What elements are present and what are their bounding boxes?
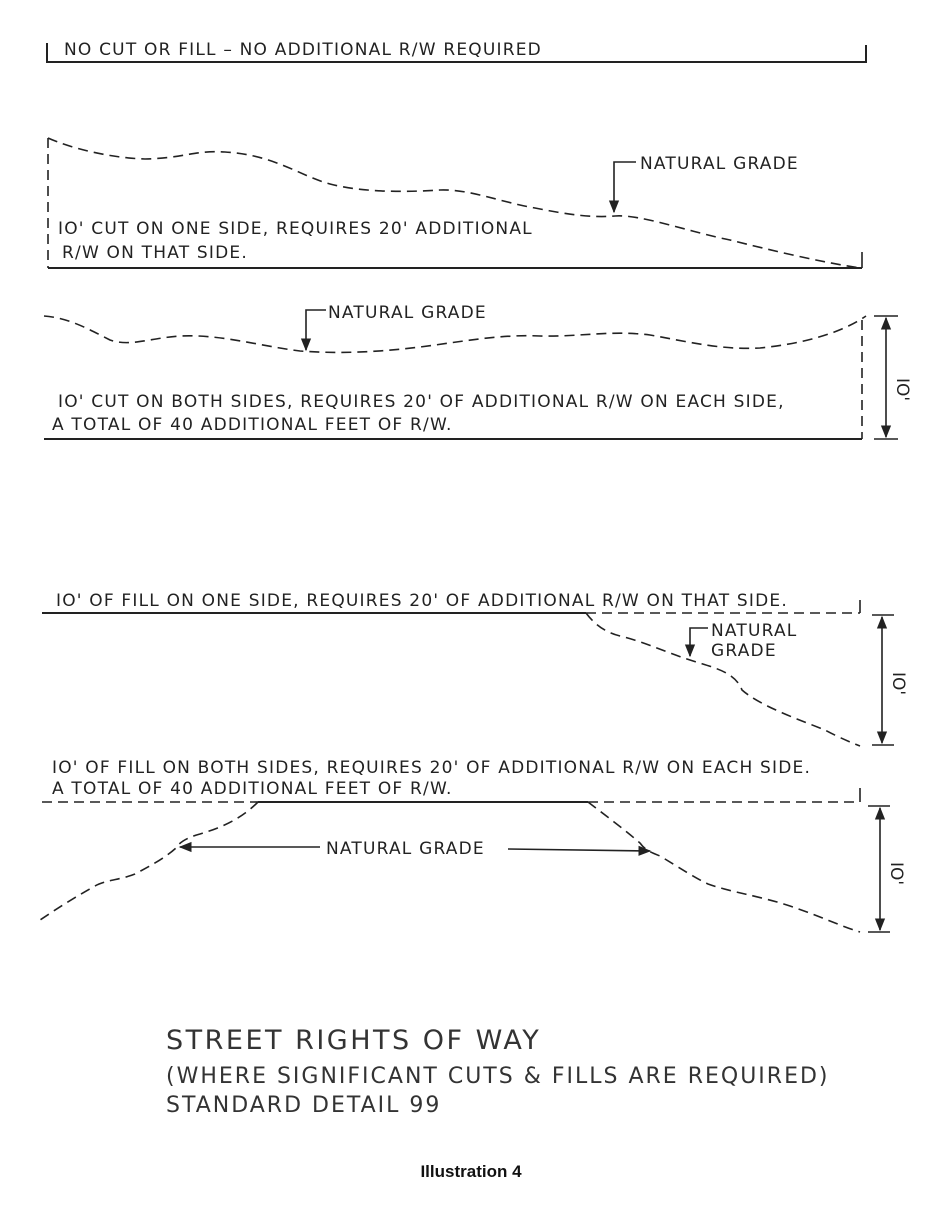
dimension-10ft [874, 316, 912, 439]
standard-detail: STANDARD DETAIL 99 [166, 1093, 442, 1118]
dimension-10ft [872, 615, 908, 745]
natural-grade-label: NATURAL GRADE [328, 303, 487, 323]
natural-grade-label: NATURAL GRADE [326, 839, 485, 859]
cut-one-label-line2: R/W ON THAT SIDE. [62, 243, 248, 263]
natural-grade-arrow-right [508, 849, 650, 851]
cut-one-label-line1: IO' CUT ON ONE SIDE, REQUIRES 20' ADDITIONAL [58, 219, 533, 239]
dimension-label: IO' [888, 672, 908, 696]
fill-one-label: IO' OF FILL ON ONE SIDE, REQUIRES 20' OF ADDITIONAL R/W ON THAT SIDE. [56, 591, 788, 611]
title-block [166, 1025, 830, 1118]
no-cut-label: NO CUT OR FILL – NO ADDITIONAL R/W REQUIRED [64, 40, 542, 60]
dimension-label: IO' [886, 862, 906, 886]
cut-both-label-line2: A TOTAL OF 40 ADDITIONAL FEET OF R/W. [52, 415, 453, 435]
cut-both-label-line1: IO' CUT ON BOTH SIDES, REQUIRES 20' OF ADDITIONAL R/W ON EACH SIDE, [58, 392, 785, 412]
illustration-caption: Illustration 4 [420, 1162, 522, 1181]
fill-both-label-line2: A TOTAL OF 40 ADDITIONAL FEET OF R/W. [52, 779, 453, 799]
natural-grade-leader [690, 628, 708, 656]
diagram-title: STREET RIGHTS OF WAY [166, 1025, 542, 1056]
fill-both-label-line1: IO' OF FILL ON BOTH SIDES, REQUIRES 20' OF ADDITIONAL R/W ON EACH SIDE. [52, 758, 812, 778]
natural-grade-leader [614, 162, 636, 212]
natural-grade-label: NATURAL GRADE [640, 154, 799, 174]
natural-grade-leader [306, 310, 326, 350]
grade-label: GRADE [711, 641, 777, 661]
natural-grade-line-right [588, 802, 860, 932]
dimension-10ft [868, 806, 906, 932]
section-no-cut-or-fill [47, 40, 866, 62]
dimension-label: IO' [892, 378, 912, 402]
section-cut-one-side [48, 138, 862, 268]
diagram-subtitle: (WHERE SIGNIFICANT CUTS & FILLS ARE REQUIRED) [166, 1064, 830, 1089]
section-fill-one-side [42, 591, 908, 746]
section-cut-both-sides [44, 303, 912, 439]
section-fill-both-sides [40, 758, 906, 932]
natural-label: NATURAL [711, 621, 798, 641]
natural-grade-line-left [40, 802, 258, 920]
